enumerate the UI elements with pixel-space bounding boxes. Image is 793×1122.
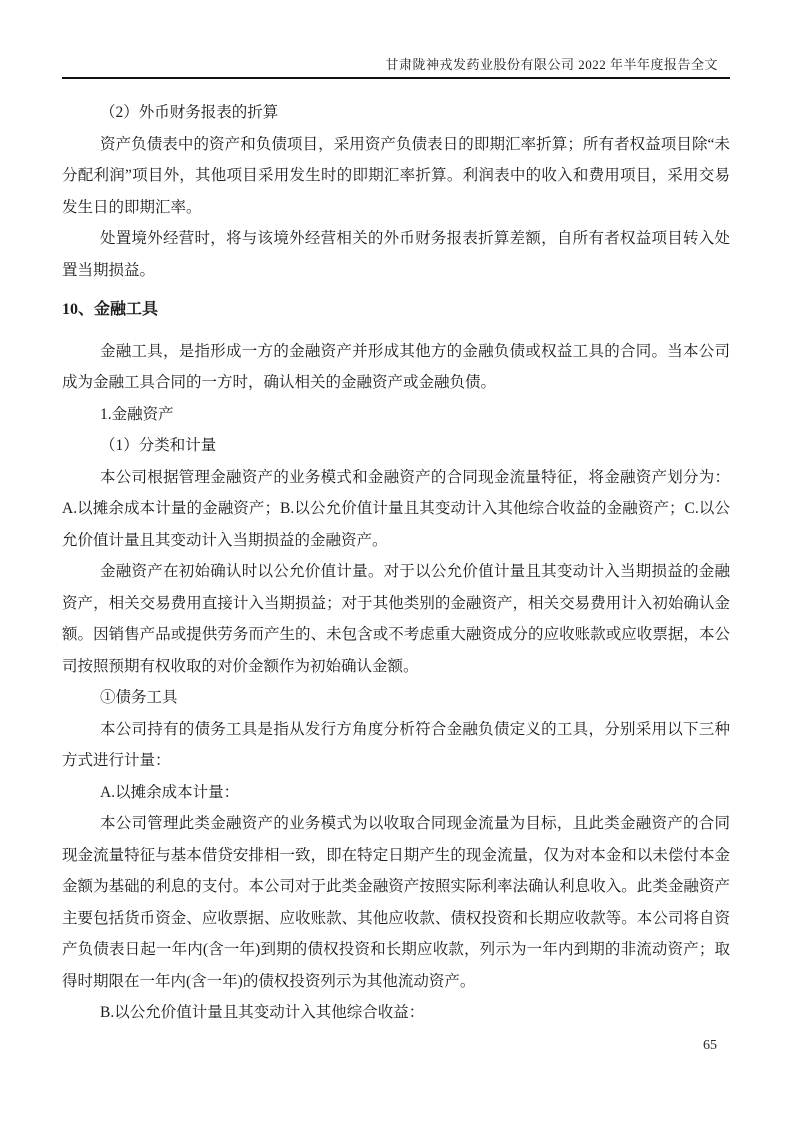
paragraph-financial-instruments-definition: 金融工具，是指形成一方的金融资产并形成其他方的金融负债或权益工具的合同。当本公司成为金融工具合同的一方时，确认相关的金融资产或金融负债。 <box>62 342 730 391</box>
paragraph-disposal-foreign-operations: 处置境外经营时，将与该境外经营相关的外币财务报表折算差额，自所有者权益项目转入处置当期损益。 <box>62 230 730 279</box>
paragraph-balance-sheet-translation: 资产负债表中的资产和负债项目，采用资产负债表日的即期汇率折算；所有者权益项目除“未分配利润”项目外，其他项目采用发生时的即期汇率折算。利润表中的收入和费用项目，采用交易发生日的即期汇率。 <box>62 135 730 216</box>
paragraph-debt-instruments-definition: 本公司持有的债务工具是指从发行方角度分析符合金融负债定义的工具，分别采用以下三种方式进行计量： <box>62 720 730 769</box>
item-fvoci: B.以公允价值计量且其变动计入其他综合收益： <box>100 1004 425 1021</box>
subsection-financial-assets: 1.金融资产 <box>100 405 174 423</box>
subsection-fx-statement-translation: （2）外币财务报表的折算 <box>100 104 279 121</box>
item-amortized-cost: A.以摊余成本计量： <box>100 783 240 801</box>
subsection-classification-measurement: （1）分类和计量 <box>100 437 217 454</box>
section-heading-financial-instruments: 10、金融工具 <box>62 301 159 318</box>
page-header-title: 甘肃陇神戎发药业股份有限公司 2022 年半年度报告全文 <box>385 57 718 72</box>
subsection-debt-instruments: ①债务工具 <box>100 689 178 706</box>
paragraph-amortized-cost-detail: 本公司管理此类金融资产的业务模式为以收取合同现金流量为目标，且此类金融资产的合同现金流量特征与基本借贷安排相一致，即在特定日期产生的现金流量，仅为对本金和以未偿付本金金额为基础的利息的支付。本公司对于此类金融资产按照实际利率法确认利息收入。此类金融资产主要包括货币资金、应收票据、应收账款、其他应收款、债权投资和长期应收款等。本公司将自资产负债表日起一年内(含一年)到期的债权投资和长期应收款，列示为一年内到期的非流动资产；取得时期限在一年内(含一年)的债权投资列示为其他流动资产。 <box>62 815 730 990</box>
paragraph-initial-recognition: 金融资产在初始确认时以公允价值计量。对于以公允价值计量且其变动计入当期损益的金融资产，相关交易费用直接计入当期损益；对于其他类别的金融资产，相关交易费用计入初始确认金额。因销售产品或提供劳务而产生的、未包含或不考虑重大融资成分的应收账款或应收票据，本公司按照预期有权收取的对价金额作为初始确认金额。 <box>62 563 730 675</box>
header-rule-divider <box>62 77 730 79</box>
page-number: 65 <box>703 1038 717 1053</box>
paragraph-asset-classification: 本公司根据管理金融资产的业务模式和金融资产的合同现金流量特征，将金融资产划分为：A.以摊余成本计量的金融资产；B.以公允价值计量且其变动计入其他综合收益的金融资产；C.以公允价值计量且其变动计入当期损益的金融资产。 <box>62 468 730 549</box>
document-body <box>62 97 730 1029</box>
